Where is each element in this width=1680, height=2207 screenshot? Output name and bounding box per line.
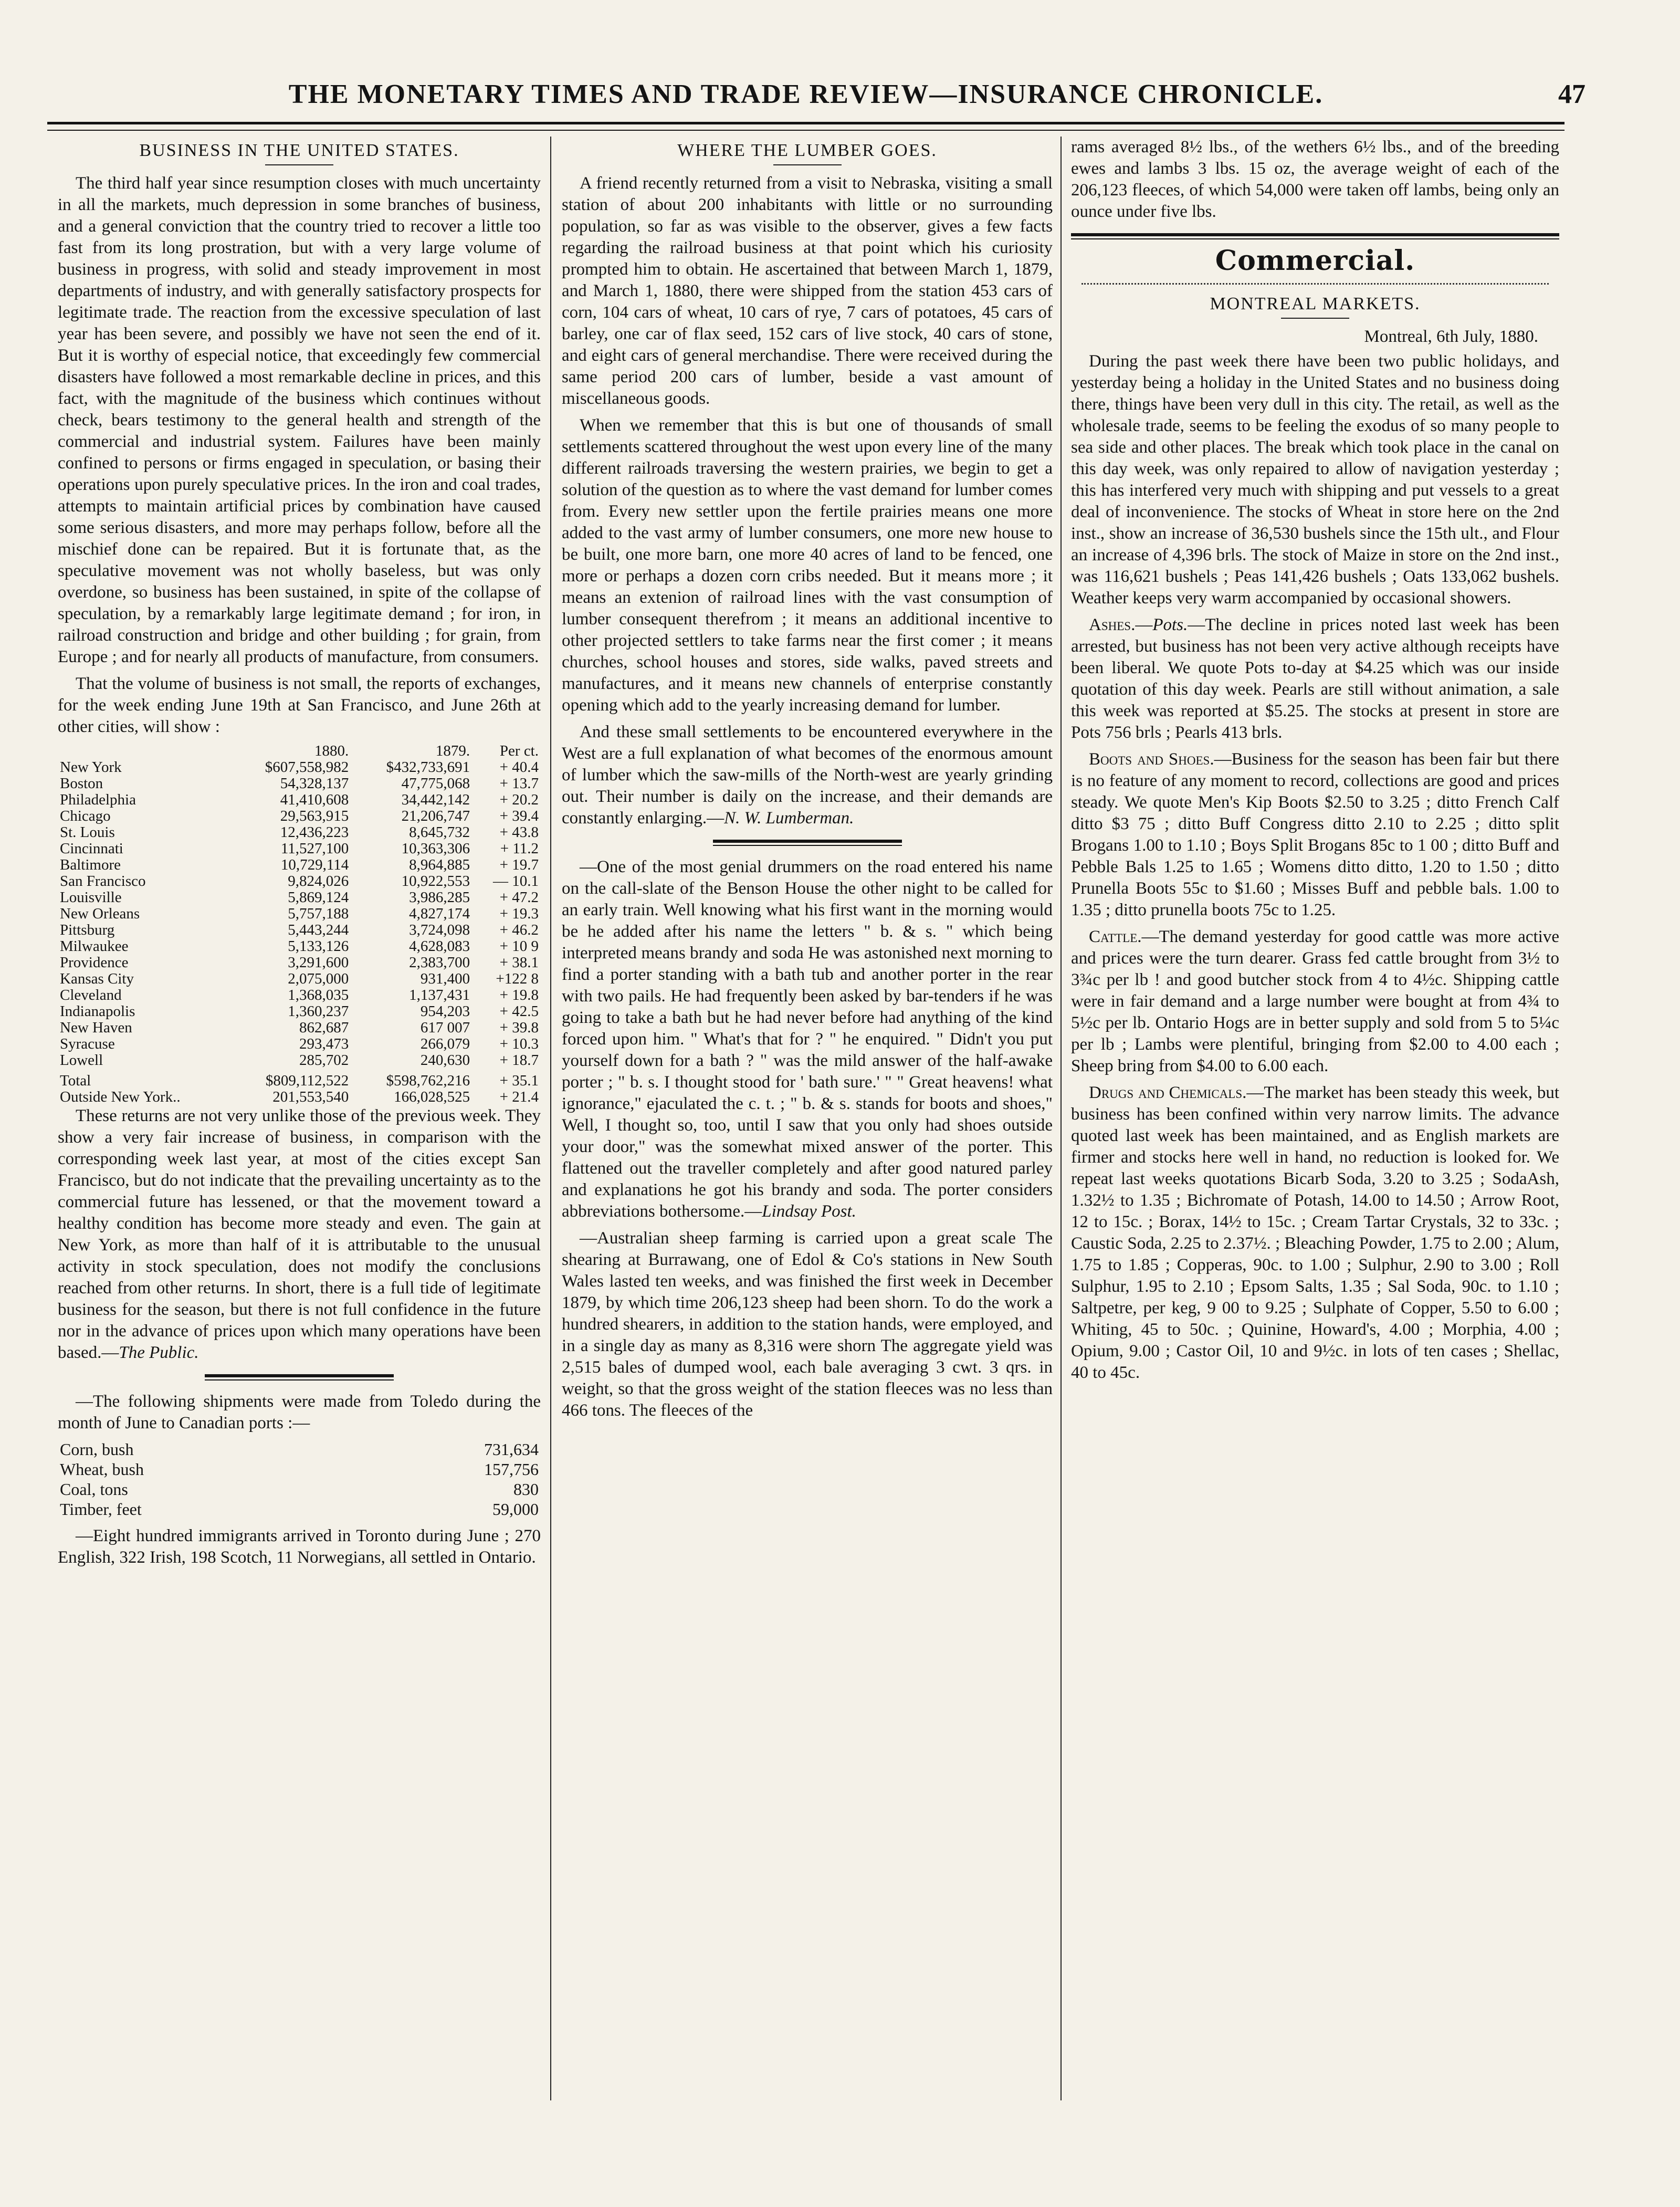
table-row	[58, 873, 541, 890]
table-cell: 8,645,732	[409, 824, 470, 841]
column-3	[1071, 137, 1559, 1389]
article-paragraph: The third half year since resumption closes with much uncertainty in all the markets, much depression in some branches of business, and a general conviction that the country tried to recover a little too fast from its long prostration, but with a very large volume of business in progress, with solid and steady improvement in most departments of industry, and with generally satisfactory prospects for legitimate trade. The reaction from the excessive speculation of last year has been severe, and possibly we have not seen the end of it. But it is worthy of especial notice, that exceedingly few commercial disasters have followed a most remarkable decline in prices, and this fact, with the magnitude of the business which continues without check, bears testimony to the general health and strength of the commercial and industrial system. Failures have been mainly confined to persons or firms engaged in speculation, or basing their operations upon purely speculative prices. In the iron and coal trades, attempts to maintain artificial prices by combination have caused some serious disasters, and more may perhaps follow, before all the mischief done can be repaired. But it is fortunate that, as the speculative movement was not wholly baseless, but was only overdone, so business has been sustained, in spite of the collapse of speculation, by a remarkably large legitimate demand ; for iron, in railroad construction and bridge and other building ; for grain, from Europe ; and for nearly all products of manufacture, from consumers.	[58, 174, 541, 666]
table-cell: Total	[60, 1072, 91, 1089]
table-cell: 731,634	[484, 1440, 539, 1459]
table-row	[58, 938, 541, 955]
table-cell: + 10 9	[499, 938, 539, 955]
table-cell: Chicago	[60, 808, 111, 824]
table-cell: Corn, bush	[60, 1440, 134, 1459]
table-cell: 47,775,068	[401, 775, 470, 792]
table-cell: + 11.2	[500, 840, 539, 857]
table-cell: + 46.2	[499, 922, 539, 938]
table-cell: 4,628,083	[409, 938, 470, 955]
table-row	[58, 987, 541, 1003]
table-cell: 12,436,223	[280, 824, 349, 841]
table-cell: 157,756	[484, 1460, 539, 1479]
article-heading-business: BUSINESS IN THE UNITED STATES.	[139, 141, 459, 160]
table-cell: 4,827,174	[409, 905, 470, 922]
market-cattle	[1071, 926, 1559, 1077]
table-cell: Coal, tons	[60, 1480, 128, 1499]
article-paragraph: —Eight hundred immigrants arrived in Toronto during June ; 270 English, 322 Irish, 198 Scotch, 11 Norwegians, all settled in Ontario.	[58, 1526, 541, 1567]
table-cell: Lowell	[60, 1052, 103, 1069]
heading-rule	[1281, 318, 1349, 319]
market-ashes	[1071, 614, 1559, 744]
table-cell: Indianapolis	[60, 1003, 135, 1020]
paragraph-text: —The demand yesterday for good cattle was more active and prices were the turn dearer. Grass fed cattle brought from 3½ to 3¾c per lb ! and good butcher stock from 4 to 4½c. Shipping cattle were in fair demand and a large number were bought at from 4¾ to 5½c per lb. Ontario Hogs are in better supply and sold from 5 to 5¼c per lb ; Lambs were plentiful, bringing from $2.00 to 4.00 each ; Sheep bring from $4.00 to 6.00 each.	[1071, 927, 1559, 1075]
masthead-title: THE MONETARY TIMES AND TRADE REVIEW—INSURANCE CHRONICLE.	[288, 79, 1324, 109]
paragraph-text: And these small settlements to be encountered everywhere in the West are a full explanation of what becomes of the enormous amount of lumber which the saw-mills of the North-west are yearly grinding out. Their number is daily on the increase, and their demands are constantly enlarging.—	[562, 723, 1053, 828]
table-cell: + 19.3	[499, 905, 539, 922]
market-label: Boots and Shoes.	[1089, 750, 1214, 769]
market-drugs	[1071, 1082, 1559, 1384]
table-row	[58, 792, 541, 808]
table-row	[58, 1052, 541, 1069]
market-sublabel: Pots.	[1152, 615, 1188, 634]
table-header-row	[58, 743, 541, 759]
table-cell: 617 007	[420, 1019, 470, 1036]
table-cell: 5,133,126	[288, 938, 349, 955]
table-cell: New Orleans	[60, 905, 140, 922]
table-cell: $809,112,522	[265, 1072, 349, 1089]
table-cell: 29,563,915	[280, 808, 349, 824]
market-label: Cattle.	[1089, 927, 1142, 946]
table-cell: St. Louis	[60, 824, 115, 841]
table-cell: 1,137,431	[409, 987, 470, 1003]
table-cell: 54,328,137	[280, 775, 349, 792]
decorative-rule	[1082, 276, 1549, 285]
header-rule-thick	[47, 122, 1564, 124]
table-cell: — 10.1	[493, 873, 539, 890]
article-paragraph	[562, 721, 1053, 829]
table-header-cell	[58, 743, 229, 759]
table-row	[58, 906, 541, 922]
table-cell: + 20.2	[499, 791, 539, 808]
shipment-row	[58, 1459, 541, 1479]
article-paragraph: During the past week there have been two public holidays, and yesterday being a holiday in the United States and no business doing there, things have been very dull in this city. The retail, as well as the wholesale trade, seems to be feeling the exodus of so many people to sea side and other places. The break which took place in the canal on this day week, was only repaired to allow of navigation yesterday ; this has interfered very much with shipping and put vessels to a great deal of inconvenience. The stocks of Wheat in store here on the 2nd inst., show an increase of 36,530 bushels since the 15th ult., and Flour an increase of 4,396 brls. The stock of Maize in store on the 2nd inst., was 116,621 bushels ; Peas 141,426 bushels ; Oats 133,062 bushels. Weather keeps very warm accompanied by occasional showers.	[1071, 352, 1559, 608]
heading-rule	[265, 164, 333, 165]
table-cell: 3,986,285	[409, 889, 470, 906]
column-2	[562, 137, 1053, 1427]
table-cell: Cincinnati	[60, 840, 123, 857]
table-cell: Syracuse	[60, 1035, 115, 1052]
table-row-outside	[58, 1089, 541, 1105]
table-row	[58, 971, 541, 987]
table-cell: + 38.1	[499, 954, 539, 971]
table-cell: + 40.4	[499, 759, 539, 776]
dateline: Montreal, 6th July, 1880.	[1364, 327, 1538, 346]
table-cell: Pittsburg	[60, 922, 115, 938]
paragraph-text: —Business for the season has been fair but there is no feature of any moment to record, collections are good and prices steady. We quote Men's Kip Boots $2.50 to 3.25 ; ditto French Calf ditto $3 75 ; ditto Buff Congress ditto 2.10 to 2.25 ; ditto split Brogans 1.00 to 1.10 ; Boys Split Brogans 85c to 1 00 ; ditto Buff and Pebble Bals 1.25 to 1.65 ; Womens ditto ditto, 1.20 to 1.50 ; ditto Prunella Boots 55c to $1.60 ; Misses Buff and pebble bals. 1.00 to 1.35 ; ditto prunella boots 75c to 1.25.	[1071, 750, 1559, 919]
section-separator	[1071, 233, 1559, 239]
header-rule-thin	[47, 130, 1564, 131]
table-cell: 2,075,000	[288, 970, 349, 987]
table-cell: 830	[513, 1480, 539, 1499]
article-paragraph: —Australian sheep farming is carried upon a great scale The shearing at Burrawang, one of Edol & Co's stations in New South Wales lasted ten weeks, and was finished the first week in December 1879, by which time 206,123 sheep had been shorn. To do the work a hundred shearers, in addition to the station hands, were employed, and in a single day as many as 8,316 were shorn The aggregate yield was 2,515 bales of dumped wool, each bale averaging 3 cwt. 3 qrs. in weight, so that the gross weight of the station fleeces was no less than 466 tons. The fleeces of the	[562, 1229, 1053, 1420]
paragraph-text: —The decline in prices noted last week has been arrested, but business has not been very active although receipts have been liberal. We quote Pots to-day at $4.25 which was our inside quotation of this day week. Pearls are still without animation, a sale this week was reported at $5.25. The stocks at present in store are Pots 756 brls ; Pearls 413 brls.	[1071, 615, 1559, 742]
table-cell: 10,729,114	[280, 856, 349, 873]
table-header-cell: 1880.	[314, 742, 349, 759]
table-cell: + 47.2	[499, 889, 539, 906]
table-cell: Cleveland	[60, 987, 122, 1003]
table-cell: 41,410,608	[280, 791, 349, 808]
column-divider-1	[550, 137, 551, 2100]
article-paragraph: A friend recently returned from a visit to Nebraska, visiting a small station of about 200 inhabitants with little or no surrounding population, so far as was visible to the observer, gives a few facts regarding the railroad business at that point which his curiosity prompted him to obtain. He ascertained that between March 1, 1879, and March 1, 1880, there were shipped from the station 453 cars of corn, 104 cars of wheat, 10 cars of rye, 7 cars of potatoes, 45 cars of barley, one car of flax seed, 152 cars of live stock, 40 cars of stone, and eight cars of general merchandise. There were received during the same period 200 cars of lumber, beside a vast amount of miscellaneous goods.	[562, 174, 1053, 408]
table-row	[58, 808, 541, 824]
table-header-cell: Per ct.	[499, 742, 539, 759]
column-divider-2	[1060, 137, 1062, 2100]
table-cell: 34,442,142	[401, 791, 470, 808]
table-cell: + 19.8	[499, 987, 539, 1003]
table-cell: Timber, feet	[60, 1500, 142, 1519]
source-credit: N. W. Lumberman.	[724, 809, 854, 828]
source-credit: Lindsay Post.	[762, 1202, 856, 1221]
exchanges-table	[58, 743, 541, 1105]
table-cell: Outside New York..	[60, 1089, 181, 1105]
table-cell: Baltimore	[60, 856, 121, 873]
shipment-row	[58, 1479, 541, 1499]
market-label: Ashes.—	[1089, 615, 1153, 634]
heading-rule	[773, 164, 842, 165]
paragraph-text: —One of the most genial drummers on the road entered his name on the call-slate of the Benson House the other night to be called for an early train. Well knowing what his first want in the morning would be he added after his name the letters " b. & s. " which being interpreted means brandy and soda He was astonished next morning to find a porter standing with a bath tub and another porter in the rear with two pails. He had frequently been asked by bar-tenders if he was going to take a bath but he had never before had anything of the kind forced upon him. " What's that for ? " he enquired. " Didn't you put yourself down for a bath ? " was the mild answer of the half-awake porter ; " b. s. I thought stood for ' bath sure.' " " Great heavens! what ignorance," ejaculated the c. t. ; " b. & s. stands for boots and shoes," Well, I thought so, too, until I saw that you only had shoes outside your door," was the somewhat mixed answer of the porter. This flattened out the traveller completely and after good natured parley and explanations he got his brandy and soda. The porter considers abbreviations bothersome.—	[562, 857, 1053, 1221]
table-cell: + 35.1	[499, 1072, 539, 1089]
table-cell: Boston	[60, 775, 103, 792]
shipment-row	[58, 1439, 541, 1459]
article-paragraph: That the volume of business is not small, the reports of exchanges, for the week ending June 19th at San Francisco, and June 26th at other cities, will show :	[58, 674, 541, 736]
table-cell: New Haven	[60, 1019, 132, 1036]
article-paragraph: When we remember that this is but one of thousands of small settlements scattered throughout the west upon every line of the many different railroads traversing the western prairies, we begin to get a solution of the question as to where the vast demand for lumber comes from. Every new settler upon the fertile prairies means one more added to the vast army of lumber consumers, one more new house to be built, one more barn, one more 40 acres of land to be fenced, one more or perhaps a dozen corn cribs needed. But it means more ; it means an extenion of railroad lines with the vast consumption of lumber consequent therefrom ; it means an additional incentive to other projected settlers to take farms near the first comer ; it means churches, school houses and stores, side walks, paved streets and manufactures, and it means new channels of enterprise constantly opening which add to the yearly increasing demand for lumber.	[562, 416, 1053, 715]
table-cell: $607,558,982	[265, 759, 349, 776]
table-cell: 293,473	[299, 1035, 349, 1052]
table-row	[58, 890, 541, 906]
source-credit: The Public.	[119, 1343, 199, 1362]
table-cell: 11,527,100	[280, 840, 349, 857]
table-cell: Milwaukee	[60, 938, 129, 955]
section-title-commercial: Commercial.	[1215, 245, 1415, 277]
table-cell: + 42.5	[499, 1003, 539, 1020]
table-cell: Philadelphia	[60, 791, 136, 808]
table-row	[58, 1003, 541, 1020]
paragraph-text: —The market has been steady this week, but business has been confined within very narrow limits. The advance quoted last week has been maintained, and as English markets are firmer and stocks here well in hand, no reduction is looked for. We repeat last weeks quotations Bicarb Soda, 3.20 to 3.25 ; SodaAsh, 1.32½ to 1.35 ; Bichromate of Potash, 14.00 to 14.50 ; Arrow Root, 12 to 15c. ; Borax, 14½ to 15c. ; Cream Tartar Crystals, 32 to 33c. ; Caustic Soda, 2.25 to 2.37½. ; Bleaching Powder, 1.75 to 2.00 ; Alum, 1.75 to 1.85 ; Copperas, 90c. to 1.00 ; Sulphur, 2.90 to 3.00 ; Roll Sulphur, 1.95 to 2.10 ; Epsom Salts, 1.35 ; Sal Soda, 90c. to 1.10 ; Saltpetre, per keg, 9 00 to 9.25 ; Sulphate of Copper, 5.50 to 6.00 ; Whiting, 45 to 50c. ; Quinine, Howard's, 4.00 ; Morphia, 4.00 ; Opium, 9.00 ; Castor Oil, 10 and 9½c. in lots of ten cases ; Shellac, 40 to 45c.	[1071, 1083, 1559, 1382]
table-cell: Providence	[60, 954, 129, 971]
table-cell: 5,443,244	[288, 922, 349, 938]
table-cell: 59,000	[492, 1500, 539, 1519]
table-cell: + 19.7	[499, 856, 539, 873]
table-cell: + 39.4	[499, 808, 539, 824]
market-label: Drugs and Chemicals.	[1089, 1083, 1247, 1102]
table-cell: New York	[60, 759, 122, 776]
page-number: 47	[1558, 79, 1586, 109]
article-paragraph	[58, 1105, 541, 1364]
table-cell: 862,687	[299, 1019, 349, 1036]
table-cell: + 39.8	[499, 1019, 539, 1036]
article-paragraph	[562, 856, 1053, 1222]
table-cell: + 21.4	[499, 1089, 539, 1105]
table-row	[58, 776, 541, 792]
paragraph-text: These returns are not very unlike those of the previous week. They show a very fair increase of business, in comparison with the corresponding week last year, at most of the cities except San Francisco, but do not indicate that the prevailing uncertainty as to the commercial future has lessened, or that the movement toward a healthy condition has become more steady and even. The gain at New York, as more than half of it is attributable to the unusual activity in stock speculation, does not modify the conclusions reached from other returns. In short, there is a full tide of legitimate business for the season, but there is not full confidence in the future nor in the advance of prices upon which many operations have been based.—	[58, 1106, 541, 1362]
table-cell: + 18.7	[499, 1052, 539, 1069]
table-row	[58, 824, 541, 841]
table-cell: 10,922,553	[401, 873, 470, 890]
shipment-row	[58, 1499, 541, 1519]
table-cell: 266,079	[420, 1035, 470, 1052]
table-cell: 10,363,306	[401, 840, 470, 857]
table-row	[58, 841, 541, 857]
table-row	[58, 857, 541, 873]
table-cell: 1,360,237	[288, 1003, 349, 1020]
market-boots	[1071, 749, 1559, 921]
article-paragraph: —The following shipments were made from Toledo during the month of June to Canadian ports :—	[58, 1392, 541, 1432]
table-cell: 5,869,124	[288, 889, 349, 906]
table-cell: 3,724,098	[409, 922, 470, 938]
table-cell: 931,400	[420, 970, 470, 987]
table-cell: $598,762,216	[386, 1072, 470, 1089]
table-cell: Kansas City	[60, 970, 134, 987]
table-cell: Wheat, bush	[60, 1460, 144, 1479]
column-1	[58, 137, 541, 1574]
table-cell: 2,383,700	[409, 954, 470, 971]
table-cell: 8,964,885	[409, 856, 470, 873]
table-cell: 240,630	[420, 1052, 470, 1069]
exchanges-rows	[58, 759, 541, 1069]
table-row	[58, 1020, 541, 1036]
article-paragraph: rams averaged 8½ lbs., of the wethers 6½ lbs., and of the breeding ewes and lambs 3 lbs. 15 oz, the average weight of each of the 206,123 fleeces, of which 54,000 were taken off lambs, being only an ounce under five lbs.	[1071, 138, 1559, 221]
table-cell: 9,824,026	[288, 873, 349, 890]
shipments-table	[58, 1439, 541, 1519]
article-heading-lumber: WHERE THE LUMBER GOES.	[677, 141, 937, 160]
table-cell: 5,757,188	[288, 905, 349, 922]
table-cell: + 43.8	[499, 824, 539, 841]
table-cell: + 10.3	[499, 1035, 539, 1052]
table-row	[58, 1036, 541, 1052]
section-separator	[713, 840, 902, 846]
table-row	[58, 922, 541, 938]
table-cell: 1,368,035	[288, 987, 349, 1003]
table-cell: 166,028,525	[394, 1089, 470, 1105]
table-row	[58, 759, 541, 776]
table-cell: 3,291,600	[288, 954, 349, 971]
table-cell: 954,203	[420, 1003, 470, 1020]
table-cell: 201,553,540	[272, 1089, 349, 1105]
table-row	[58, 955, 541, 971]
table-cell: Louisville	[60, 889, 122, 906]
page-header	[47, 79, 1586, 121]
table-cell: +122 8	[496, 970, 539, 987]
table-cell: 285,702	[299, 1052, 349, 1069]
article-heading-montreal: MONTREAL MARKETS.	[1210, 294, 1421, 313]
table-row-total	[58, 1069, 541, 1089]
section-separator	[205, 1374, 394, 1380]
table-cell: San Francisco	[60, 873, 146, 890]
table-header-cell: 1879.	[435, 742, 470, 759]
table-cell: $432,733,691	[386, 759, 470, 776]
table-cell: + 13.7	[499, 775, 539, 792]
table-cell: 21,206,747	[401, 808, 470, 824]
